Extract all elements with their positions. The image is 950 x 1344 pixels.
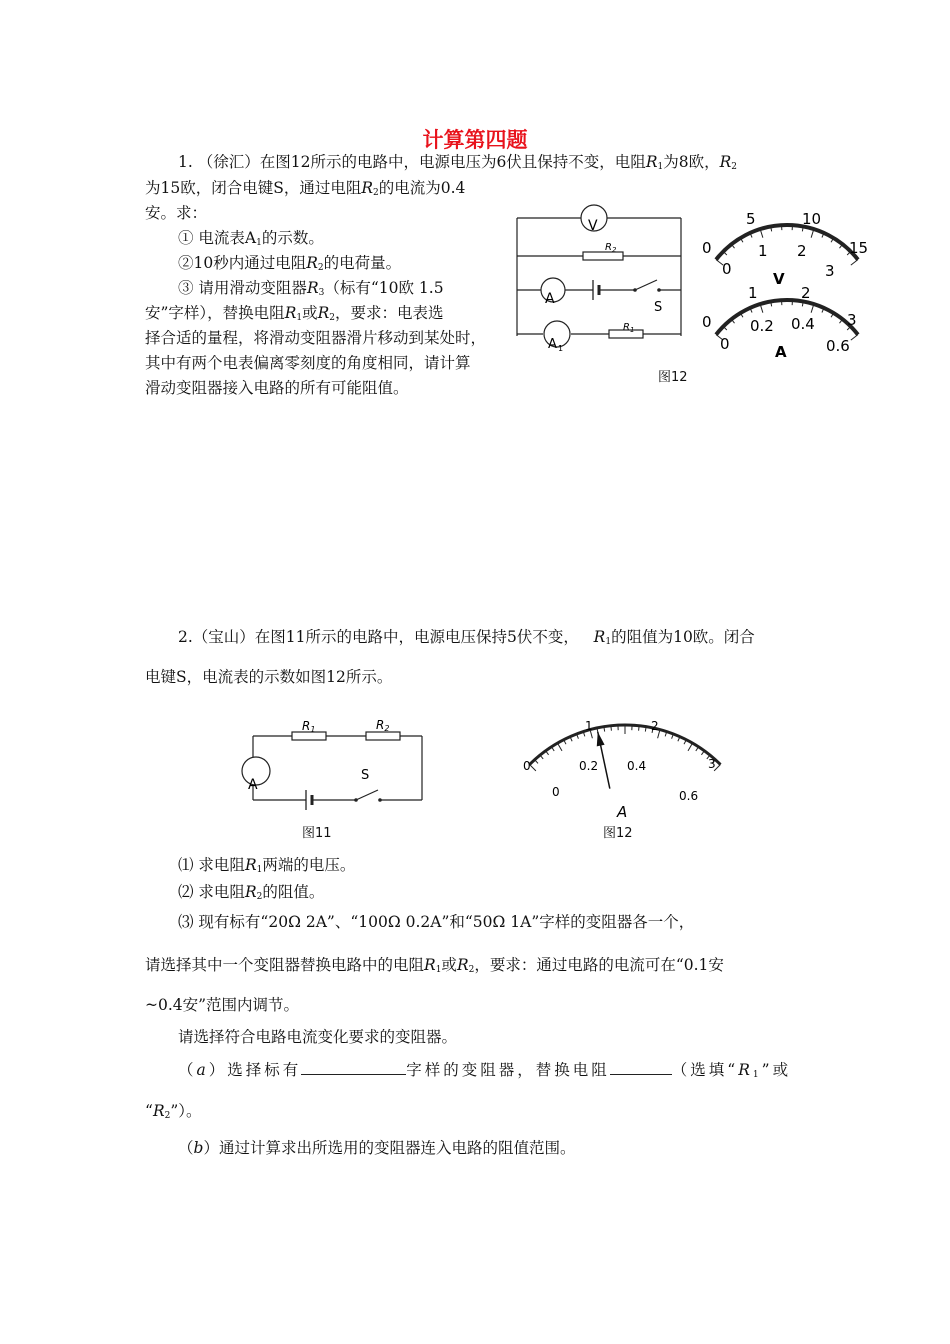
dial-arc <box>716 300 858 335</box>
fig12-inner-0: 0 <box>552 785 560 799</box>
fig11-switch-label: S <box>361 768 370 783</box>
fig12-outer-3: 3 <box>708 757 716 771</box>
fig12-inner-06: 0.6 <box>679 789 699 803</box>
fig12-inner-04: 0.4 <box>627 759 647 773</box>
fig12-outer-1: 1 <box>585 719 593 733</box>
fig1-adial-inner-02: 0.2 <box>750 317 774 335</box>
fig1-adial-unit: A <box>775 343 787 361</box>
svg-text:V: V <box>588 218 598 234</box>
q1-line2: 为15欧，闭合电键S，通过电阻$R_2$的电流为0.4 <box>145 179 466 198</box>
dial-arc <box>716 225 858 260</box>
fig1-caption: 图12 <box>658 370 688 385</box>
fig1-vdial-inner-0: 0 <box>722 260 732 278</box>
q2-item1: ⑴ 求电阻$R_1$两端的电压。 <box>178 856 356 875</box>
fig12-ammeter-dial <box>530 725 721 789</box>
q2-part-b: （b）通过计算求出所选用的变阻器连入电路的阻值范围。 <box>178 1139 576 1157</box>
fig12-unit: A <box>617 803 628 821</box>
q2-choose: 请选择符合电路电流变化要求的变阻器。 <box>178 1028 458 1046</box>
q2-item3: ⑶ 现有标有“20Ω 2Α”、“100Ω 0.2Α”和“50Ω 1Α”字样的变阻器各一个， <box>178 913 695 931</box>
fig12-outer-2: 2 <box>651 719 659 733</box>
fig1-adial-outer-1: 1 <box>748 284 758 302</box>
q2-item2: ⑵ 求电阻$R_2$的阻值。 <box>178 883 325 902</box>
fig1-adial-inner-06: 0.6 <box>826 337 850 355</box>
q1-item3-line4: 其中有两个电表偏离零刻度的角度相同，请计算 <box>145 354 471 372</box>
fig1-vdial-inner-1: 1 <box>758 242 768 260</box>
dial-tick <box>611 726 612 731</box>
fig1-adial-inner-0: 0 <box>720 335 730 353</box>
q2-line1: 2.（宝山）在图11所示的电路中，电源电压保持5伏不变， $R_1$的阻值为10欧。闭合 <box>178 628 755 647</box>
fig11-caption: 图11 <box>302 826 332 841</box>
fig12-caption: 图12 <box>603 826 633 841</box>
fig1-ammeter-dial <box>716 300 858 340</box>
fig11-r2-label: R2 <box>376 718 390 733</box>
svg-text:A: A <box>248 777 258 793</box>
q1-item2: ②10秒内通过电阻$R_2$的电荷量。 <box>178 254 402 273</box>
q2-part-a-cont: “$R_2$”）。 <box>145 1102 202 1121</box>
fig1-vdial-outer-0: 0 <box>702 239 712 257</box>
fig1-vdial-unit: V <box>773 270 785 288</box>
fig1-vdial-inner-2: 2 <box>797 242 807 260</box>
fig1-vdial-inner-3: 3 <box>825 262 835 280</box>
dial-tick <box>558 743 563 751</box>
q2-line2: 电键S，电流表的示数如图12所示。 <box>145 668 393 686</box>
fig11-circuit <box>236 712 436 840</box>
q2-item3-line2: 请选择其中一个变阻器替换电路中的电阻$R_1$或$R_2$，要求：通过电路的电流可在“0.1安 <box>145 956 724 975</box>
fig1-adial-outer-0: 0 <box>702 313 712 331</box>
q1-item3-line2: 安”字样），替换电阻$R_1$或$R_2$，要求：电表选 <box>145 304 444 323</box>
fig12-outer-0: 0 <box>523 759 531 773</box>
fig1-adial-outer-3: 3 <box>847 311 857 329</box>
dial-tick <box>851 260 858 266</box>
fig1-dials <box>695 200 880 365</box>
svg-text:A: A <box>545 291 555 307</box>
fig1-vdial-outer-10: 10 <box>802 210 822 228</box>
fig1-vdial-outer-15: 15 <box>849 239 869 257</box>
page-title: 计算第四题 <box>422 128 528 152</box>
fig1-circuit <box>505 200 690 360</box>
fig12-inner-02: 0.2 <box>579 759 599 773</box>
fig11-r2-resistor <box>366 732 400 740</box>
q1-item3-line5: 滑动变阻器接入电路的所有可能阻值。 <box>145 379 409 397</box>
fig11-r1-label: R1 <box>302 719 316 734</box>
q2-item3-line3: ~0.4安”范围内调节。 <box>145 996 300 1014</box>
fig1-vdial-outer-5: 5 <box>746 210 756 228</box>
svg-text:1: 1 <box>558 344 564 353</box>
svg-text:A: A <box>548 337 557 352</box>
fig12-pointer-head <box>597 732 605 747</box>
q1-line3: 安。求： <box>145 204 208 222</box>
q2-a-blank-rheostat[interactable] <box>301 1058 406 1075</box>
fig1-switch-label: S <box>654 300 663 315</box>
q1-item1: ① 电流表$A_1$的示数。 <box>178 229 324 248</box>
q1-line1: 1. （徐汇）在图12所示的电路中，电源电压为6伏且保持不变，电阻$R_1$为8欧，$R_2$ <box>178 153 737 172</box>
fig12-dial <box>515 710 725 840</box>
q1-item3-line1: ③ 请用滑动变阻器$R_3$（标有“10欧 1.5 <box>178 279 444 298</box>
fig1-adial-outer-2: 2 <box>801 284 811 302</box>
fig1-adial-inner-04: 0.4 <box>791 315 815 333</box>
fig11-r1-resistor <box>292 732 326 740</box>
dial-tick <box>688 743 693 751</box>
dial-tick <box>535 760 538 764</box>
dial-tick <box>639 726 640 731</box>
q2-a-blank-resistor[interactable] <box>610 1058 672 1075</box>
fig1-voltmeter-dial <box>716 225 858 265</box>
q2-part-a: （a）选择标有 字样的变阻器，替换电阻 （选填“$R_1$”或 <box>178 1058 791 1087</box>
fig1-r2-label: $R_2$ <box>605 242 617 254</box>
q1-item3-line3: 择合适的量程，将滑动变阻器滑片移动到某处时， <box>145 329 487 347</box>
fig1-r1-label: $R_1$ <box>623 322 635 334</box>
dial-tick <box>851 335 858 341</box>
fig1-r2-resistor <box>583 252 623 260</box>
